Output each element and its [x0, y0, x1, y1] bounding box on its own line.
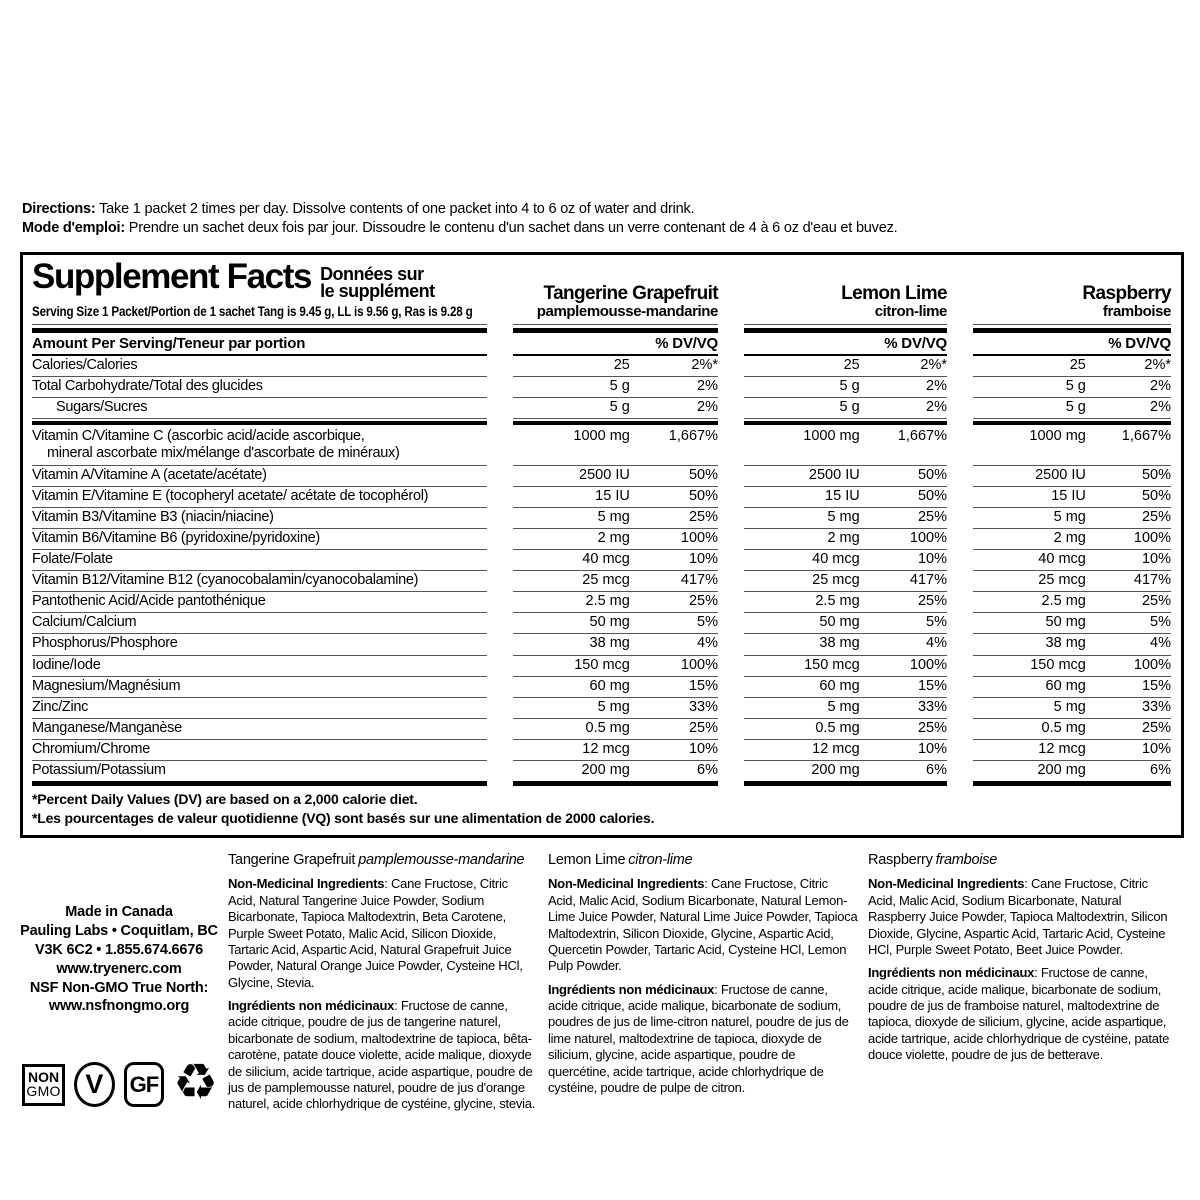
ingredients-fr: [548, 982, 858, 1097]
ingredients-heading-fr: pamplemousse-mandarine: [358, 852, 525, 869]
nutrient-value-lemonlime: [744, 634, 947, 655]
nutrient-label: Sugars/Sucres: [32, 398, 487, 419]
amount: 2 mg: [827, 529, 860, 546]
facts-title-cell: [32, 256, 487, 325]
nutrient-value-tangerine: [513, 740, 718, 761]
nutrient-value-tangerine: [513, 550, 718, 571]
nutrient-row: [32, 761, 1172, 786]
nsf-website: www.nsfnongmo.org: [48, 998, 190, 1015]
daily-value: 2%*: [1144, 357, 1171, 374]
non-gmo-badge: [22, 1064, 65, 1106]
daily-value: 25%: [1141, 593, 1171, 610]
nutrient-row: [32, 571, 1172, 592]
ingredients-heading-en: Tangerine Grapefruit: [228, 852, 356, 869]
amount: 2500 IU: [1035, 466, 1086, 483]
supplement-facts-panel: [20, 252, 1184, 838]
daily-value: 4%: [697, 635, 718, 652]
nutrient-value-lemonlime: [744, 740, 947, 761]
bottom-section: [20, 851, 1184, 1120]
nutrient-label: Total Carbohydrate/Total des glucides: [32, 377, 487, 398]
amount: 5 mg: [1053, 698, 1086, 715]
recycle-icon: ♻: [173, 1054, 218, 1111]
footnotes: [32, 790, 1172, 827]
amount: 50 mg: [589, 614, 630, 631]
flavor-name: Lemon Lime: [841, 283, 947, 305]
footnote-fr: *Les pourcentages de valeur quotidienne (VQ) sont basés sur une alimentation de 2000 calories.: [32, 809, 655, 826]
nutrient-row: [32, 466, 1172, 487]
nutrient-value-lemonlime: [744, 377, 947, 398]
daily-value: 33%: [688, 698, 718, 715]
amount: 2 mg: [1053, 529, 1086, 546]
ingredients-en-label: Non-Medicinal Ingredients: [868, 876, 1025, 892]
nutrient-value-raspberry: [973, 398, 1171, 419]
vegan-icon: V: [74, 1062, 115, 1107]
nutrient-row: [32, 634, 1172, 655]
daily-value: 4%: [1150, 635, 1171, 652]
amount: 12 mcg: [582, 741, 630, 757]
daily-value: 10%: [1141, 551, 1171, 568]
daily-value: 15%: [917, 677, 947, 694]
flavor-subtitle: pamplemousse-mandarine: [536, 302, 718, 320]
amount: 5 mg: [827, 508, 860, 525]
ingredients-en: [868, 876, 1178, 958]
gluten-free-icon: GF: [124, 1062, 165, 1107]
nutrient-label: Vitamin B6/Vitamine B6 (pyridoxine/pyridoxine): [32, 529, 487, 550]
amount: 150 mcg: [804, 656, 860, 673]
flavor-name: Raspberry: [1082, 283, 1171, 305]
ingredients-en-label: Non-Medicinal Ingredients: [228, 876, 385, 892]
ingredients-fr-text: : Fructose de canne, acide citrique, poudre de jus de tangerine naturel, bicarbonate de sodium, maltodextrine de tapioca, bêta-carotène, patate douce violette, acide malique, dioxyde de silicium, acide tartrique, acide aspartique, poudre de jus de pamplemousse naturel, poudre de jus d'orange naturel, acide chlorhydrique de cystéine, glycine, stevia.: [228, 998, 536, 1112]
amount: 5 mg: [827, 698, 860, 715]
directions-block: [22, 200, 1180, 239]
nutrient-label: Zinc/Zinc: [32, 698, 487, 719]
daily-value: 2%: [926, 378, 947, 395]
daily-value: 10%: [917, 551, 947, 568]
ingredients-heading-fr: citron-lime: [628, 852, 693, 869]
daily-value: 25%: [1141, 719, 1171, 736]
nutrient-row: [32, 419, 1172, 465]
amount: 38 mg: [819, 635, 860, 652]
nutrient-rows: [32, 356, 1172, 786]
facts-title-fr: [320, 263, 435, 301]
flavor-header-lemon-lime: [744, 259, 947, 325]
nutrient-value-raspberry: [973, 656, 1171, 677]
amount: 2500 IU: [808, 466, 860, 483]
daily-value: 100%: [1133, 656, 1171, 673]
daily-value: 15%: [688, 677, 718, 694]
dv-header-tangerine: % DV/VQ: [513, 328, 718, 356]
daily-value: 100%: [909, 656, 947, 673]
nutrient-label: Potassium/Potassium: [32, 761, 487, 786]
amount: 15 IU: [825, 487, 860, 504]
amount: 5 mg: [597, 508, 630, 525]
flavor-header-raspberry: [973, 259, 1171, 325]
amount: 50 mg: [1045, 614, 1086, 631]
nutrient-value-raspberry: [973, 698, 1171, 719]
daily-value: 100%: [909, 529, 947, 546]
daily-value: 2%: [926, 399, 947, 416]
nutrient-value-lemonlime: [744, 571, 947, 592]
daily-value: 50%: [688, 466, 718, 483]
facts-header-row: [32, 256, 1172, 325]
directions-en: [22, 200, 1180, 219]
nutrient-value-lemonlime: [744, 421, 947, 465]
daily-value: 25%: [688, 719, 718, 736]
nutrient-value-lemonlime: [744, 466, 947, 487]
flavor-subtitle: framboise: [1102, 302, 1171, 320]
amount: 12 mcg: [812, 741, 860, 757]
daily-value: 100%: [1133, 529, 1171, 546]
amount: 25 mcg: [582, 572, 630, 589]
amount: 5 g: [839, 378, 860, 395]
amount: 5 g: [609, 378, 630, 395]
nutrient-value-lemonlime: [744, 508, 947, 529]
amount: 5 g: [609, 399, 630, 416]
facts-title-fr-line1: Données sur: [320, 263, 424, 284]
daily-value: 10%: [917, 741, 947, 757]
nutrient-value-tangerine: [513, 677, 718, 698]
daily-value: 25%: [688, 593, 718, 610]
amount: 25: [1069, 357, 1086, 374]
nutrient-label: Vitamin B12/Vitamine B12 (cyanocobalamin/cyanocobalamine): [32, 571, 487, 592]
amount: 2.5 mg: [1041, 593, 1086, 610]
directions-fr-text: Prendre un sachet deux fois par jour. Dissoudre le contenu d'un sachet dans un verre contenant de 4 à 6 oz d'eau et buvez.: [124, 220, 898, 237]
daily-value: 50%: [917, 466, 947, 483]
nutrient-row: [32, 592, 1172, 613]
daily-value: 10%: [1141, 741, 1171, 757]
daily-value: 25%: [688, 508, 718, 525]
company-name: Pauling Labs • Coquitlam, BC: [20, 923, 218, 939]
nutrient-value-raspberry: [973, 740, 1171, 761]
amount: 60 mg: [819, 677, 860, 694]
nutrient-value-tangerine: [513, 356, 718, 377]
amount: 15 IU: [1051, 487, 1086, 504]
nutrient-value-raspberry: [973, 487, 1171, 508]
daily-value: 5%: [926, 614, 947, 631]
ingredients-heading-fr: framboise: [935, 852, 998, 869]
non-gmo-badge-top: NON: [28, 1069, 60, 1086]
amount: 5 mg: [597, 698, 630, 715]
amount: 25: [613, 357, 630, 374]
ingredients-en-text: : Cane Fructose, Citric Acid, Malic Acid, Sodium Bicarbonate, Natural Raspberry Juice Powder, Tapioca Maltodextrin, Silicon Dioxide, Glycine, Aspartic Acid, Tartaric Acid, Cysteine HCl, Purple Sweet Potato, Beet Juice Powder.: [868, 876, 1168, 957]
flavor-subtitle: citron-lime: [874, 302, 947, 320]
amount: 200 mg: [811, 762, 860, 779]
company-website: www.tryenerc.com: [56, 960, 182, 977]
daily-value: 417%: [680, 572, 718, 589]
ingredients-tangerine-grapefruit: [228, 851, 538, 1120]
daily-value: 50%: [688, 487, 718, 504]
daily-value: 5%: [1150, 614, 1171, 631]
nutrient-label: Phosphorus/Phosphore: [32, 634, 487, 655]
amount: 5 g: [839, 399, 860, 416]
daily-value: 25%: [1141, 508, 1171, 525]
amount: 200 mg: [581, 762, 630, 779]
daily-value: 10%: [688, 551, 718, 568]
daily-value: 33%: [1141, 698, 1171, 715]
daily-value: 50%: [1141, 466, 1171, 483]
nutrient-value-tangerine: [513, 571, 718, 592]
nutrient-row: [32, 656, 1172, 677]
company-contact: V3K 6C2 • 1.855.674.6676: [35, 941, 203, 958]
nutrient-label: Chromium/Chrome: [32, 740, 487, 761]
daily-value: 50%: [1141, 487, 1171, 504]
nutrient-row: [32, 719, 1172, 740]
nutrient-value-lemonlime: [744, 550, 947, 571]
ingredients-heading: [228, 851, 538, 869]
amount: 25 mcg: [812, 572, 860, 589]
ingredients-heading-en: Raspberry: [868, 852, 933, 869]
amount: 60 mg: [1045, 677, 1086, 694]
nutrient-value-raspberry: [973, 761, 1171, 786]
nutrient-row: [32, 677, 1172, 698]
ingredients-heading: [548, 851, 858, 869]
nutrient-value-tangerine: [513, 634, 718, 655]
nutrient-value-raspberry: [973, 613, 1171, 634]
amount: 40 mcg: [582, 551, 630, 568]
amount: 200 mg: [1037, 762, 1086, 779]
nutrient-value-tangerine: [513, 508, 718, 529]
nutrient-label: Pantothenic Acid/Acide pantothénique: [32, 592, 487, 613]
company-column: [20, 851, 218, 1120]
amount: 1000 mg: [573, 428, 630, 445]
daily-value: 4%: [926, 635, 947, 652]
amount: 25: [843, 357, 860, 374]
nutrient-value-raspberry: [973, 508, 1171, 529]
amount: 40 mcg: [812, 551, 860, 568]
serving-size: Serving Size 1 Packet/Portion de 1 sachet Tang is 9.45 g, LL is 9.56 g, Ras is 9.28 g: [32, 304, 473, 320]
ingredients-fr-text: : Fructose de canne, acide citrique, acide malique, bicarbonate de sodium, poudre de jus de framboise naturel, maltodextrine de tapioca, dioxyde de silicium, glycine, acide aspartique, acide tartrique, acide chlorhydrique de cystéine, patate douce violette, poudre de jus de betterave.: [868, 965, 1170, 1063]
nutrient-value-tangerine: [513, 529, 718, 550]
nutrient-value-lemonlime: [744, 356, 947, 377]
amount: 38 mg: [589, 635, 630, 652]
nutrient-value-raspberry: [973, 719, 1171, 740]
nutrient-value-tangerine: [513, 698, 718, 719]
nutrient-value-raspberry: [973, 421, 1171, 465]
ingredients-en-label: Non-Medicinal Ingredients: [548, 876, 705, 892]
nutrient-row: [32, 508, 1172, 529]
daily-value: 15%: [1141, 677, 1171, 694]
daily-value: 417%: [909, 572, 947, 589]
amount: 2 mg: [597, 529, 630, 546]
daily-value: 100%: [680, 529, 718, 546]
facts-title: Supplement Facts: [32, 256, 312, 296]
flavor-name: Tangerine Grapefruit: [543, 283, 718, 305]
ingredients-en: [548, 876, 858, 974]
directions-fr-label: Mode d'emploi:: [22, 220, 125, 237]
daily-value: 1,667%: [897, 428, 947, 445]
amount: 12 mcg: [1038, 741, 1086, 757]
ingredients-lemon-lime: [548, 851, 858, 1120]
amount: 5 g: [1065, 399, 1086, 416]
nutrient-value-tangerine: [513, 487, 718, 508]
nutrient-value-raspberry: [973, 356, 1171, 377]
nutrient-label: Magnesium/Magnésium: [32, 677, 487, 698]
amount: 0.5 mg: [815, 719, 860, 736]
amount: 150 mcg: [1030, 656, 1086, 673]
flavor-header-tangerine-grapefruit: [513, 259, 718, 325]
daily-value: 2%: [697, 378, 718, 395]
dv-header-lemonlime: % DV/VQ: [744, 328, 947, 356]
nutrient-value-tangerine: [513, 466, 718, 487]
nutrient-label: Vitamin C/Vitamine C (ascorbic acid/acide ascorbique, mineral ascorbate mix/mélange d'ascorbate de minéraux): [32, 421, 487, 465]
amount: 25 mcg: [1038, 572, 1086, 589]
nutrient-value-raspberry: [973, 677, 1171, 698]
nutrient-label: Calories/Calories: [32, 356, 487, 377]
made-in: Made in Canada: [65, 904, 173, 921]
nutrient-row: [32, 529, 1172, 550]
nutrient-value-raspberry: [973, 571, 1171, 592]
directions-fr: [22, 219, 1180, 238]
daily-value: 100%: [680, 656, 718, 673]
daily-value: 25%: [917, 593, 947, 610]
amount: 2500 IU: [579, 466, 630, 483]
nutrient-value-lemonlime: [744, 761, 947, 786]
amount-per-serving-header: Amount Per Serving/Teneur par portion: [32, 328, 487, 356]
nutrient-value-tangerine: [513, 656, 718, 677]
ingredients-fr-label: Ingrédients non médicinaux: [228, 998, 395, 1014]
nutrient-value-lemonlime: [744, 592, 947, 613]
amount: 2.5 mg: [585, 593, 630, 610]
non-gmo-badge-bottom: GMO: [26, 1082, 61, 1099]
nutrient-value-tangerine: [513, 377, 718, 398]
amount: 5 g: [1065, 378, 1086, 395]
amount: 1000 mg: [803, 428, 860, 445]
nutrient-label: Folate/Folate: [32, 550, 487, 571]
nutrient-value-lemonlime: [744, 656, 947, 677]
ingredients-fr: [868, 965, 1178, 1063]
nutrient-row: [32, 377, 1172, 398]
nutrient-value-lemonlime: [744, 719, 947, 740]
amount: 0.5 mg: [585, 719, 630, 736]
daily-value: 25%: [917, 508, 947, 525]
ingredients-fr: [228, 998, 538, 1113]
nutrient-value-lemonlime: [744, 529, 947, 550]
nutrient-row: [32, 740, 1172, 761]
nutrient-row: [32, 698, 1172, 719]
ingredients-en: [228, 876, 538, 991]
nutrient-value-raspberry: [973, 550, 1171, 571]
nutrient-value-tangerine: [513, 719, 718, 740]
ingredients-fr-text: : Fructose de canne, acide citrique, acide malique, bicarbonate de sodium, poudres de jus de lime-citron naturel, poudre de jus de lime naturel, maltodextrine de tapioca, dioxyde de silicium, glycine, acide aspartique, poudre de quercétine, acide tartrique, acide chlorhydrique de cystéine, poudre de pulpe de citron.: [548, 981, 849, 1095]
ingredients-raspberry: [868, 851, 1178, 1120]
daily-value: 25%: [917, 719, 947, 736]
nutrient-row: [32, 487, 1172, 508]
nutrient-value-tangerine: [513, 592, 718, 613]
amount: 150 mcg: [574, 656, 630, 673]
daily-value: 2%*: [920, 357, 947, 374]
daily-value: 2%: [1150, 378, 1171, 395]
ingredients-en-text: : Cane Fructose, Citric Acid, Malic Acid, Sodium Bicarbonate, Natural Lemon-Lime Juice Powder, Natural Lime Juice Powder, Tapioca Maltodextrin, Silicon Dioxide, Glycine, Aspartic Acid, Quercetin Powder, Tartaric Acid, Cysteine HCl, Lemon Pulp Powder.: [548, 876, 858, 974]
directions-en-text: Take 1 packet 2 times per day. Dissolve contents of one packet into 4 to 6 oz of water and drink.: [95, 201, 695, 217]
daily-value: 2%: [697, 399, 718, 416]
ingredients-heading: [868, 851, 1178, 869]
nutrient-value-raspberry: [973, 466, 1171, 487]
daily-value: 2%: [1150, 399, 1171, 416]
daily-value: 1,667%: [668, 428, 718, 445]
ingredients-fr-label: Ingrédients non médicinaux: [868, 965, 1035, 981]
daily-value: 33%: [917, 698, 947, 715]
ingredients-heading-en: Lemon Lime: [548, 852, 626, 869]
amount: 0.5 mg: [1041, 719, 1086, 736]
daily-value: 417%: [1133, 572, 1171, 589]
nutrient-value-tangerine: [513, 421, 718, 465]
nutrient-value-tangerine: [513, 613, 718, 634]
nutrient-label: Calcium/Calcium: [32, 613, 487, 634]
amount-header-row: [32, 325, 1172, 356]
nutrient-value-tangerine: [513, 761, 718, 786]
amount: 2.5 mg: [815, 593, 860, 610]
daily-value: 6%: [1150, 762, 1171, 779]
nutrient-row: [32, 398, 1172, 419]
daily-value: 50%: [917, 487, 947, 504]
nutrient-label: Iodine/Iode: [32, 656, 487, 677]
certification-badges: [20, 1054, 218, 1111]
daily-value: 1,667%: [1121, 428, 1171, 445]
facts-title-fr-line2: le supplément: [320, 280, 435, 301]
nutrient-label: Vitamin E/Vitamine E (tocopheryl acetate/ acétate de tocophérol): [32, 487, 487, 508]
nutrient-value-raspberry: [973, 634, 1171, 655]
amount: 40 mcg: [1038, 551, 1086, 568]
nutrient-row: [32, 550, 1172, 571]
nsf-line: NSF Non-GMO True North:: [29, 979, 209, 996]
nutrient-value-lemonlime: [744, 698, 947, 719]
directions-en-label: Directions:: [22, 201, 96, 217]
nutrient-value-lemonlime: [744, 677, 947, 698]
nutrient-label: Vitamin A/Vitamine A (acetate/acétate): [32, 466, 487, 487]
ingredients-en-text: : Cane Fructose, Citric Acid, Natural Tangerine Juice Powder, Sodium Bicarbonate, Tapioca Maltodextrin, Beta Carotene, Purple Sweet Potato, Malic Acid, Silicon Dioxide, Tartaric Acid, Aspartic Acid, Natural Grapefruit Juice Powder, Natural Orange Juice Powder, Cysteine HCl, Glycine, Stevia.: [228, 876, 523, 990]
daily-value: 6%: [697, 762, 718, 779]
nutrient-value-raspberry: [973, 529, 1171, 550]
nutrient-label: Manganese/Manganèse: [32, 719, 487, 740]
nutrient-value-lemonlime: [744, 487, 947, 508]
daily-value: 5%: [697, 614, 718, 631]
nutrient-value-lemonlime: [744, 398, 947, 419]
nutrient-row: [32, 356, 1172, 377]
amount: 1000 mg: [1029, 428, 1086, 445]
nutrient-row: [32, 613, 1172, 634]
company-info: [20, 903, 218, 1016]
nutrient-value-raspberry: [973, 377, 1171, 398]
nutrient-label: Vitamin B3/Vitamine B3 (niacin/niacine): [32, 508, 487, 529]
amount: 5 mg: [1053, 508, 1086, 525]
daily-value: 6%: [926, 762, 947, 779]
footnote-en: *Percent Daily Values (DV) are based on a 2,000 calorie diet.: [32, 791, 418, 808]
amount: 38 mg: [1045, 635, 1086, 652]
amount: 60 mg: [589, 677, 630, 694]
amount: 50 mg: [819, 614, 860, 631]
nutrient-value-lemonlime: [744, 613, 947, 634]
daily-value: 2%*: [691, 357, 718, 374]
dv-header-raspberry: % DV/VQ: [973, 328, 1171, 356]
daily-value: 10%: [688, 741, 718, 757]
nutrient-value-tangerine: [513, 398, 718, 419]
amount: 15 IU: [595, 487, 630, 504]
nutrient-value-raspberry: [973, 592, 1171, 613]
ingredients-fr-label: Ingrédients non médicinaux: [548, 981, 715, 997]
